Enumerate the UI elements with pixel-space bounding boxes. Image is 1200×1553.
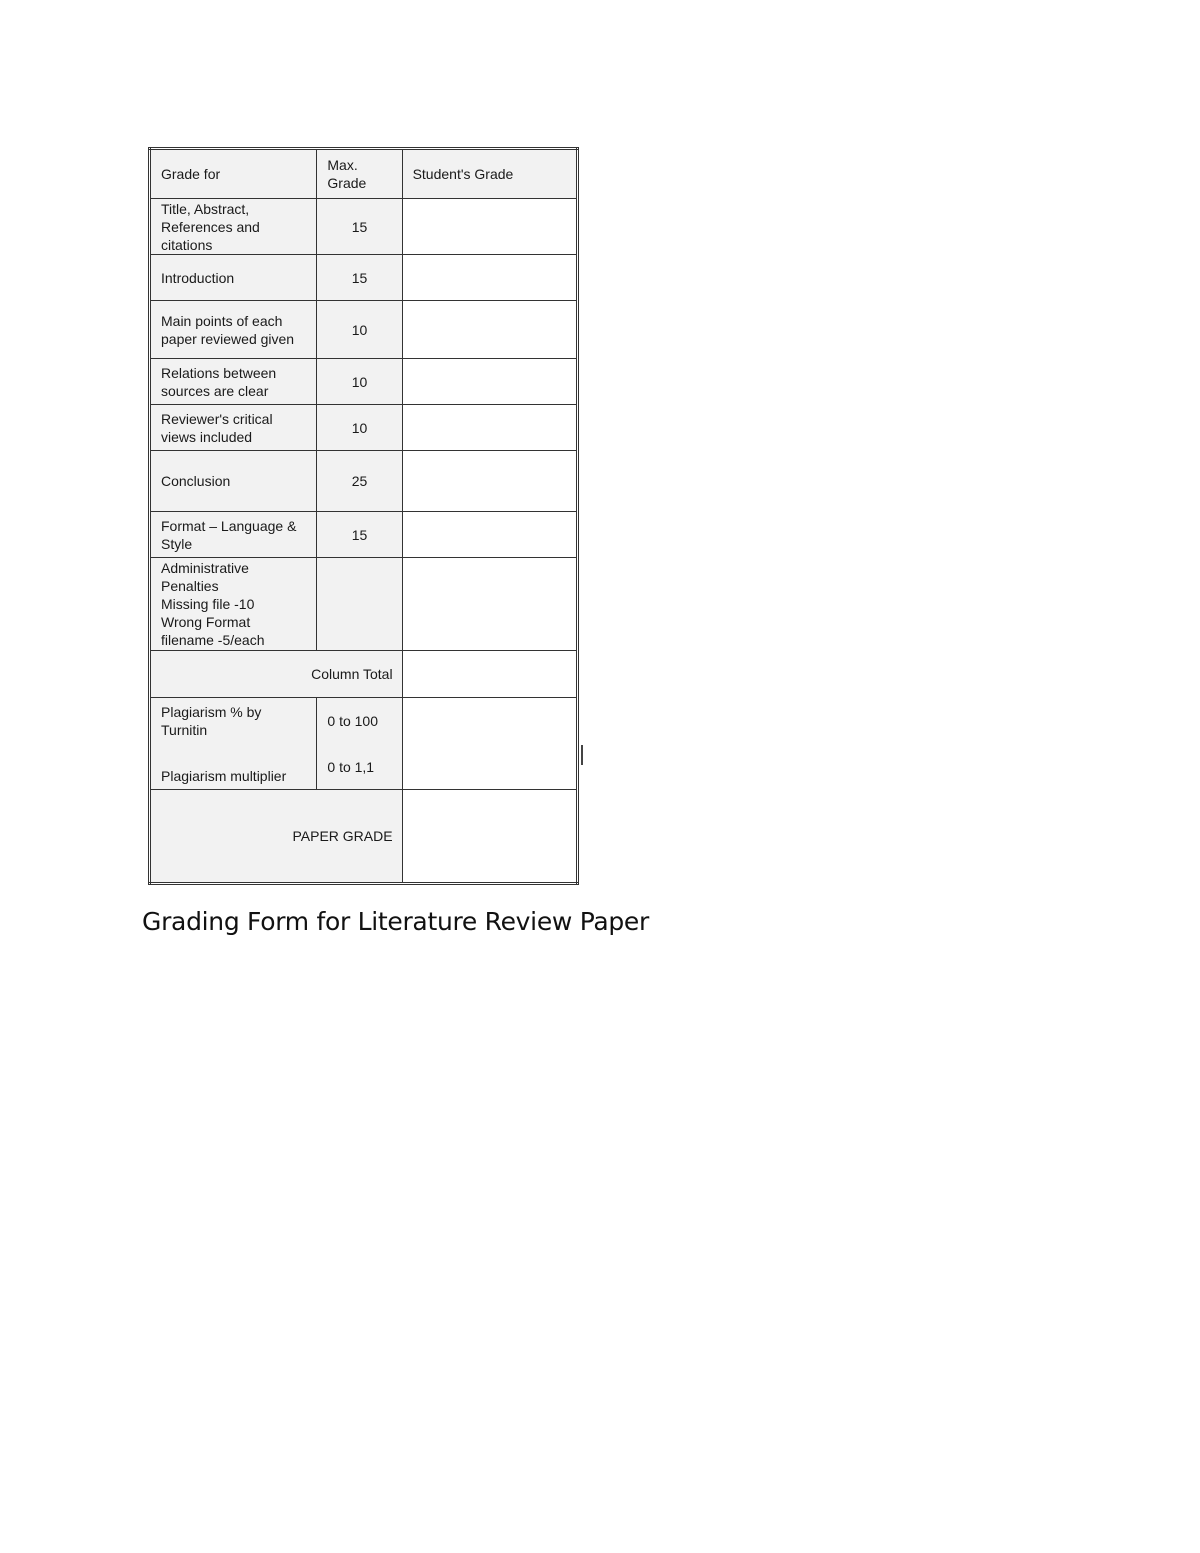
criterion-cell: Title, Abstract, References and citations [150,199,317,255]
table-row [150,512,578,558]
table-row [150,301,578,359]
penalties-title: Administrative Penalties [161,560,249,594]
student-grade-cell[interactable] [402,405,577,451]
penalties-row [150,558,578,651]
student-grade-cell[interactable] [402,301,577,359]
student-grade-cell[interactable] [402,359,577,405]
student-grade-cell[interactable] [402,512,577,558]
penalties-max-cell [317,558,402,651]
max-grade-cell: 10 [317,301,402,359]
paper-grade-cell[interactable] [402,790,577,884]
criterion-cell: Introduction [150,255,317,301]
max-grade-cell: 15 [317,512,402,558]
header-max-grade: Max. Grade [317,149,402,199]
max-grade-cell: 15 [317,199,402,255]
plagiarism-multiplier-range: 0 to 1,1 [327,758,375,775]
criterion-cell: Conclusion [150,451,317,512]
criterion-cell: Format – Language & Style [150,512,317,558]
plagiarism-ranges-cell [317,698,402,790]
paper-grade-row [150,790,578,884]
plagiarism-student-cell[interactable] [402,698,577,790]
student-grade-cell[interactable] [402,199,577,255]
max-grade-cell: 15 [317,255,402,301]
table-row [150,199,578,255]
criterion-cell: Relations between sources are clear [150,359,317,405]
plagiarism-row [150,698,578,790]
max-grade-cell: 25 [317,451,402,512]
grading-table [148,147,579,885]
penalty-missing-file: Missing file -10 [161,596,255,612]
penalties-student-cell[interactable] [402,558,577,651]
header-students-grade: Student's Grade [402,149,577,199]
header-grade-for: Grade for [150,149,317,199]
penalties-cell [150,558,317,651]
column-total-row [150,651,578,698]
table-resize-handle[interactable] [581,745,583,765]
criterion-cell: Reviewer's critical views included [150,405,317,451]
plagiarism-labels-cell [150,698,317,790]
plagiarism-percent-range: 0 to 100 [327,712,378,729]
table-row [150,405,578,451]
table-row [150,451,578,512]
student-grade-cell[interactable] [402,255,577,301]
plagiarism-percent-label: Plagiarism % by Turnitin [161,703,262,738]
penalty-wrong-format: Wrong Format filename -5/each [161,614,265,648]
table-header-row [150,149,578,199]
plagiarism-multiplier-label: Plagiarism multiplier [161,767,287,784]
column-total-label: Column Total [150,651,403,698]
table-row [150,255,578,301]
criterion-cell: Main points of each paper reviewed given [150,301,317,359]
max-grade-cell: 10 [317,405,402,451]
table-row [150,359,578,405]
document-title: Grading Form for Literature Review Paper [142,907,649,936]
column-total-cell[interactable] [402,651,577,698]
student-grade-cell[interactable] [402,451,577,512]
paper-grade-label: PAPER GRADE [150,790,403,884]
max-grade-cell: 10 [317,359,402,405]
